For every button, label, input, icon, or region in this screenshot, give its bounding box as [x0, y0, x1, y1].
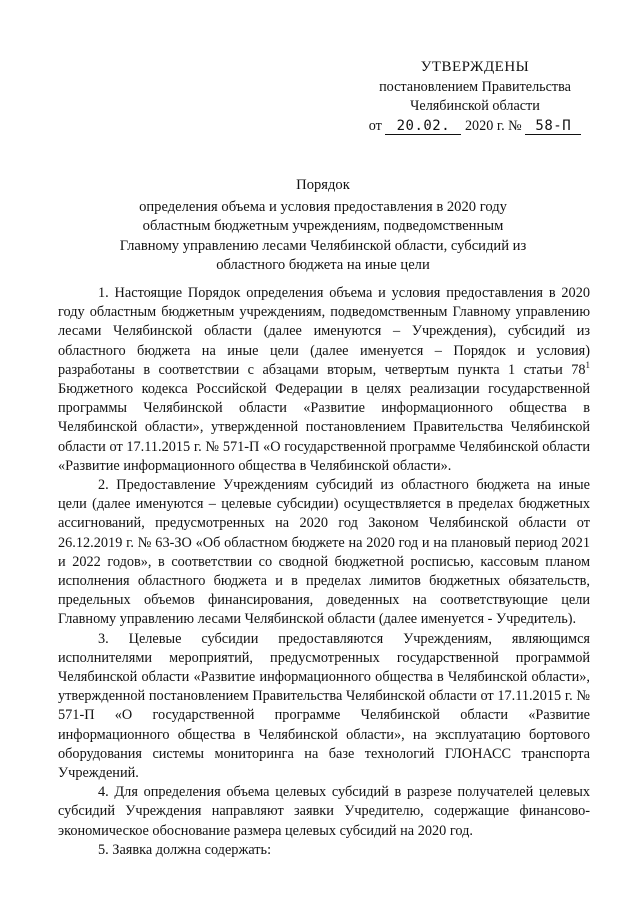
paragraph-4: 4. Для определения объема целевых субсидий в разрезе получателей целевых субсидий Учреждения направляют заявки Учредителю, содержащие финансово-экономическое обоснование размера целевых субсидий на 2020 год.	[58, 784, 590, 839]
document-title-block	[90, 176, 556, 276]
article-superscript: 1	[585, 360, 590, 371]
approval-authority-line: постановлением Правительства	[379, 79, 571, 95]
title-line-3: Главному управлению лесами Челябинской области, субсидий из	[119, 237, 527, 254]
paragraph-2: 2. Предоставление Учреждениям субсидий из областного бюджета на иные цели (далее именуются – целевые субсидии) осуществляется в пределах бюджетных ассигнований, предусмотренных на 2020 год Законом Челябинской области от 26.12.2019 г. № 63-ЗО «Об областном бюджете на 2020 год и на плановый период 2021 и 2022 годов», в соответствии со сводной бюджетной росписью, кассовым планом исполнения областного бюджета и в пределах лимитов бюджетных обязательств, предельных объемов финансирования, доведенных на соответствующие цели Главному управлению лесами Челябинской области (далее именуется - Учредитель).	[58, 477, 590, 628]
paragraph-5: 5. Заявка должна содержать:	[98, 841, 272, 858]
approval-stamp-block	[350, 58, 600, 136]
paragraph-1-text-b: Бюджетного кодекса Российской Федерации в целях реализации государственной программы Челябинской области «Развитие информационного общества в Челябинской области», утвержденной постановлением Правительства Челябинской области от 17.11.2015 г. № 571-П «О государственной программе Челябинской области «Развитие информационного общества в Челябинской области».	[58, 381, 590, 474]
paragraph-1	[58, 284, 590, 476]
approval-date-value: 20.02.	[385, 119, 461, 135]
title-line-4: областного бюджета на иные цели	[216, 257, 430, 273]
approval-year-text: 2020 г. №	[464, 118, 522, 134]
approval-region-line: Челябинской области	[410, 98, 540, 114]
paragraph-1-text-a: 1. Настоящие Порядок определения объема и условия предоставления в 2020 году областным бюджетным учреждениям, подведомственным Главному управлению лесами Челябинской области (далее именуются – Учреждения), субсидий из областного бюджета на иные цели (далее именуется – Порядок и условия) разработаны в соответствии с абзацами вторым, четвертым пункта 1 статьи 78	[58, 285, 590, 378]
approval-number-value: 58-П	[525, 119, 581, 135]
approval-date-line	[350, 117, 600, 136]
document-body	[58, 284, 590, 860]
title-line-2: областным бюджетным учреждениям, подведомственным	[142, 218, 504, 234]
approval-heading: УТВЕРЖДЕНЫ	[420, 59, 530, 75]
approval-date-prefix: от	[368, 118, 382, 134]
document-title: Порядок	[296, 177, 350, 193]
title-line-1: определения объема и условия предоставления в 2020 году	[139, 198, 507, 215]
paragraph-3: 3. Целевые субсидии предоставляются Учреждениям, являющимся исполнителями мероприятий, предусмотренных государственной программой Челябинской области «Развитие информационного общества в Челябинской области», утвержденной постановлением Правительства Челябинской области от 17.11.2015 г. № 571-П «О государственной программе Челябинской области «Развитие информационного общества в Челябинской области», на эксплуатацию бортового оборудования системы мониторинга на базе технологий ГЛОНАСС транспорта Учреждений.	[58, 630, 590, 782]
